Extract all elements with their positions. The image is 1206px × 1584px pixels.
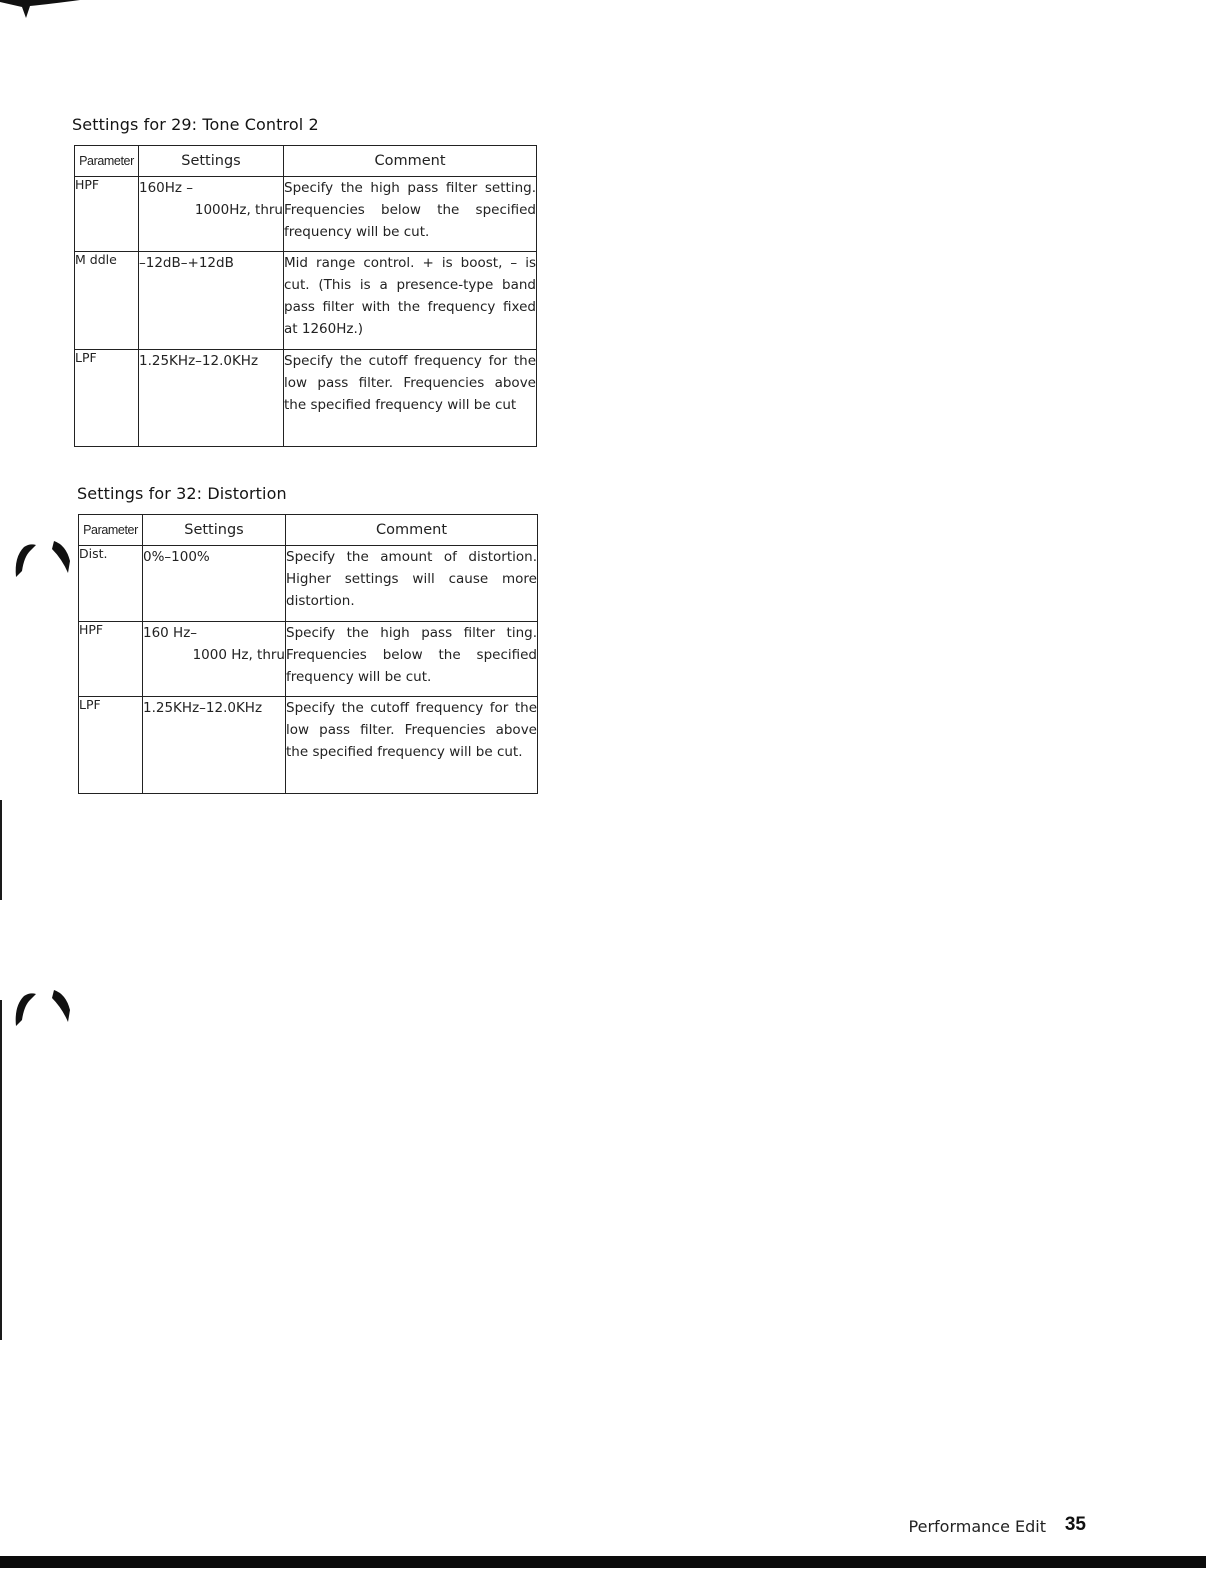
settings-line: 1000 Hz, thru [192, 647, 285, 663]
comment-cell: Specify the cutoff frequency for the low pass filter. Frequencies above the specified frequency will be cut [284, 350, 537, 447]
comment-cell: Specify the cutoff frequency for the low pass filter. Frequencies above the specified frequency will be cut. [286, 697, 538, 794]
column-header-settings: Settings [143, 515, 286, 546]
section-title: Settings for 29: Tone Control 2 [72, 115, 319, 134]
settings-line: 1.25KHz–12.0KHz [139, 353, 259, 369]
section-title: Settings for 32: Distortion [77, 484, 287, 503]
column-header-parameter: Parameter [79, 515, 143, 546]
parameter-cell: HPF [75, 177, 139, 252]
settings-line: 0%–100% [143, 549, 210, 565]
comment-cell: Specify the high pass filter ting. Frequencies below the specified frequency will be cut. [286, 622, 538, 697]
table-row [79, 697, 538, 794]
settings-cell [143, 622, 286, 697]
table-header-row [79, 515, 538, 546]
parameter-cell: M ddle [75, 252, 139, 350]
margin-line [0, 1000, 2, 1340]
tone-control-table [74, 145, 537, 447]
parameter-cell: Dist. [79, 546, 143, 622]
settings-cell [139, 252, 284, 350]
corner-scan-mark [0, 0, 90, 24]
settings-line: 160Hz – [139, 180, 194, 196]
column-header-settings: Settings [139, 146, 284, 177]
footer-section-name: Performance Edit [908, 1517, 1046, 1536]
comment-cell: Specify the amount of distortion. Higher settings will cause more distortion. [286, 546, 538, 622]
settings-line: 1.25KHz–12.0KHz [143, 700, 263, 716]
table-row [75, 252, 537, 350]
table-header-row [75, 146, 537, 177]
bottom-edge-bar [0, 1556, 1206, 1568]
settings-cell [139, 350, 284, 447]
column-header-comment: Comment [284, 146, 537, 177]
parameter-cell: LPF [75, 350, 139, 447]
parameter-cell: HPF [79, 622, 143, 697]
page-number: 35 [1064, 1514, 1086, 1535]
settings-cell [143, 697, 286, 794]
distortion-table [78, 514, 538, 794]
comment-cell: Mid range control. + is boost, – is cut. (This is a presence-type band pass filter with the frequency fixed at 1260Hz.) [284, 252, 537, 350]
settings-line: 160 Hz– [143, 625, 198, 641]
table-row [75, 350, 537, 447]
table-row [79, 622, 538, 697]
parameter-cell: LPF [79, 697, 143, 794]
column-header-comment: Comment [286, 515, 538, 546]
table-row [75, 177, 537, 252]
comment-cell: Specify the high pass filter setting. Frequencies below the specified frequency will be cut. [284, 177, 537, 252]
margin-line [0, 800, 2, 900]
binder-hole-mark [10, 986, 74, 1028]
settings-cell [143, 546, 286, 622]
binder-hole-mark [10, 537, 74, 579]
settings-line: 1000Hz, thru [194, 202, 283, 218]
settings-cell [139, 177, 284, 252]
settings-line: –12dB–+12dB [139, 255, 234, 271]
table-row [79, 546, 538, 622]
column-header-parameter: Parameter [75, 146, 139, 177]
